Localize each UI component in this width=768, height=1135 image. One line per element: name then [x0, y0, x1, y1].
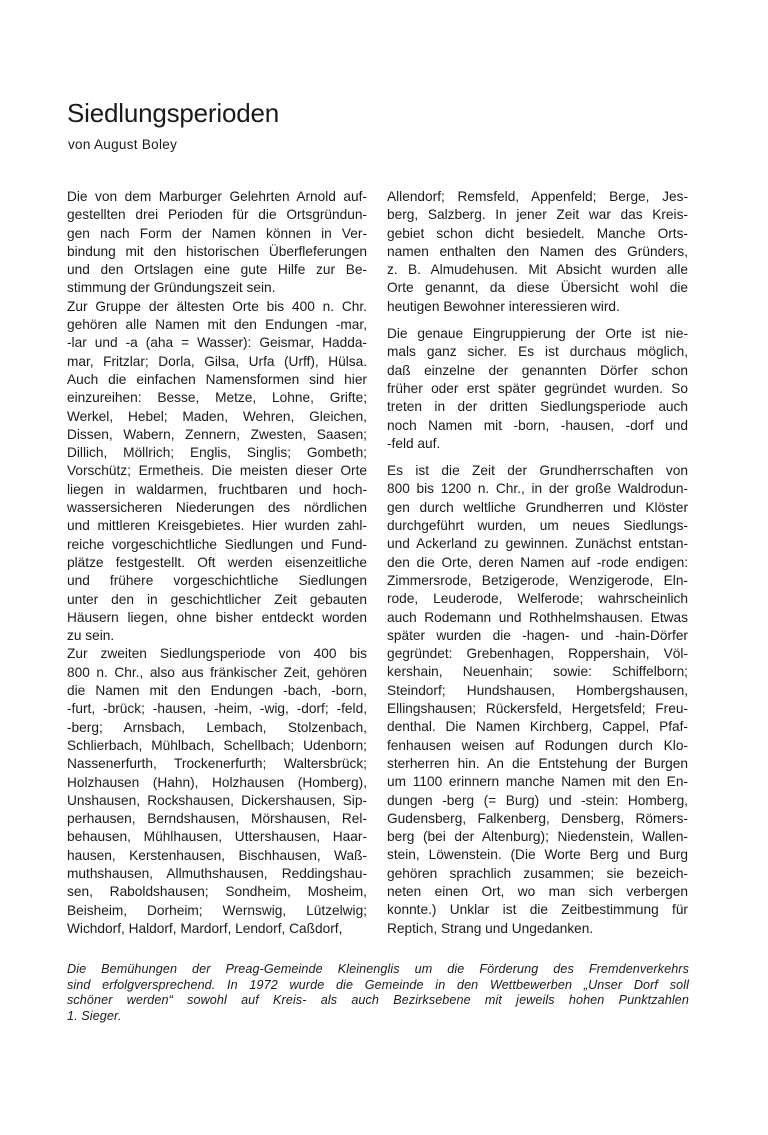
text-line: dungen -berg (= Burg) und -stein: Homberg,	[387, 792, 688, 808]
text-line: Dillich, Möllrich; Englis, Singlis; Gombeth;	[67, 445, 367, 461]
text-line: Es ist die Zeit der Grundherrschaften von	[387, 463, 688, 479]
article-author: von August Boley	[68, 137, 178, 152]
text-line: früher oder erst später gegründet wurden. So	[387, 380, 688, 396]
text-line: -berg; Arnsbach, Lembach, Stolzenbach,	[67, 719, 367, 735]
text-line: und den Ortslagen eine gute Hilfe zur Be-	[67, 262, 367, 278]
text-line: und frühere vorgeschichtliche Siedlungen	[67, 573, 367, 589]
text-line: gebiet schon dicht besiedelt. Manche Orts-	[387, 225, 688, 241]
text-line: hausen, Kerstenhausen, Bischhausen, Waß-	[67, 847, 367, 863]
text-line: zu sein.	[67, 628, 115, 644]
text-line: Zimmersrode, Betzigerode, Wenzigerode, Eln-	[387, 572, 688, 588]
caption-line: schöner werden“ sowohl auf Kreis- als auch Bezirksebene mit jeweils hohen Punktzahlen	[67, 993, 689, 1008]
text-line: bindung mit den historischen Überfleferungen	[67, 243, 367, 259]
text-line: 800 n. Chr., also aus fränkischer Zeit, gehören	[67, 664, 367, 680]
text-line: um 1100 erinnern manche Namen mit den En-	[387, 774, 688, 790]
text-line: Zur Gruppe der ältesten Orte bis 400 n. Chr.	[67, 298, 367, 314]
text-line: die Namen mit den Endungen -bach, -born,	[67, 683, 367, 699]
text-line: konnte.) Unklar ist die Zeitbestimmung für	[387, 902, 688, 918]
text-line: heutigen Bewohner interessieren wird.	[387, 298, 620, 314]
text-line: -furt, -brück; -hausen, -heim, -wig, -dorf; -feld,	[67, 701, 367, 717]
text-line: Steindorf; Hundshausen, Hombergshausen,	[387, 682, 688, 698]
paragraph-gap	[387, 316, 688, 325]
text-line: Werkel, Hebel; Maden, Wehren, Gleichen,	[67, 408, 367, 424]
text-line: Gudensberg, Falkenberg, Densberg, Römers-	[387, 810, 688, 826]
text-line: berg, Salzberg. In jener Zeit war das Kreis-	[387, 207, 688, 223]
text-line: perhausen, Berndshausen, Mörshausen, Rel-	[67, 811, 367, 827]
text-line: namen enthalten den Namen des Gründers,	[387, 243, 688, 259]
text-line: gehören sprachlich zusammen; sie bezeich-	[387, 865, 688, 881]
text-line: sterherren hin. An die Entstehung der Burgen	[387, 755, 688, 771]
text-line: mals ganz sicher. Es ist durchaus möglich,	[387, 344, 688, 360]
article-title: Siedlungsperioden	[67, 98, 279, 128]
text-line: Auch die einfachen Namensformen sind hier	[67, 371, 367, 387]
text-line: reiche vorgeschichtliche Siedlungen und Fund-	[67, 536, 367, 552]
text-line: -lar und -a (aha = Wasser): Geismar, Hadda-	[67, 335, 367, 351]
text-line: stimmung der Gründungszeit sein.	[67, 280, 276, 296]
text-line: behausen, Mühlhausen, Uttershausen, Haar-	[67, 829, 367, 845]
text-line: Die genaue Eingruppierung der Orte ist nie-	[387, 326, 688, 342]
text-line: Zur zweiten Siedlungsperiode von 400 bis	[67, 646, 367, 662]
text-line: auch Rodemann und Rothhelmshausen. Etwas	[387, 609, 688, 625]
text-line: Reptich, Strang und Ungedanken.	[387, 920, 594, 936]
text-line: Holzhausen (Hahn), Holzhausen (Homberg),	[67, 774, 367, 790]
text-line: Die von dem Marburger Gelehrten Arnold auf-	[67, 189, 367, 204]
text-line: Schlierbach, Mühlbach, Schellbach; Udenborn;	[67, 737, 367, 753]
text-line: Häusern liegen, ohne bisher entdeckt worden	[67, 609, 367, 625]
text-line: rode, Leuderode, Welferode; wahrscheinlich	[387, 591, 688, 607]
text-line: Orte genannt, da diese Übersicht wohl die	[387, 280, 688, 296]
text-line: gestellten drei Perioden für die Ortsgründun-	[67, 207, 367, 223]
photo-caption	[67, 962, 689, 1024]
text-line: 800 bis 1200 n. Chr., in der große Waldrodun-	[387, 481, 688, 497]
text-line: sen, Raboldshausen; Sondheim, Mosheim,	[67, 884, 367, 900]
text-line: z. B. Almudehusen. Mit Absicht wurden alle	[387, 262, 688, 278]
text-line: noch Namen mit -born, -hausen, -dorf und	[387, 417, 688, 433]
text-line: Allendorf; Remsfeld, Appenfeld; Berge, Jes-	[387, 189, 688, 204]
text-line: Beisheim, Dorheim; Wernswig, Lützelwig;	[67, 902, 367, 918]
paragraph-gap	[387, 453, 688, 462]
text-line: unter den in geschichtlicher Zeit gebauten	[67, 591, 367, 607]
caption-line: 1. Sieger.	[67, 1008, 122, 1023]
text-line: Dissen, Wabern, Zennern, Zwesten, Saasen;	[67, 426, 367, 442]
right-text-column	[387, 188, 688, 938]
text-line: gen nach Form der Namen können in Ver-	[67, 225, 367, 241]
text-line: Vorschütz; Ermetheis. Die meisten dieser Orte	[67, 463, 367, 479]
text-line: Ellingshausen; Rückersfeld, Hergetsfeld; Freu-	[387, 701, 688, 717]
text-line: Wichdorf, Haldorf, Mardorf, Lendorf, Caßdorf,	[67, 920, 343, 936]
text-line: neten einen Ort, wo man sich verbergen	[387, 883, 688, 899]
text-line: treten in der dritten Siedlungsperiode auch	[387, 399, 688, 415]
caption-line: sind erfolgversprechend. In 1972 wurde die Gemeinde in den Wettbewerben „Unser Dorf soll	[67, 977, 689, 992]
text-line: Nassenerfurth, Trockenerfurth; Waltersbrück;	[67, 756, 367, 772]
text-line: daß einzelne der genannten Dörfer schon	[387, 362, 688, 378]
text-line: später wurden die -hagen- und -hain-Dörfer	[387, 627, 688, 643]
text-line: gehören alle Namen mit den Endungen -mar,	[67, 317, 367, 333]
text-line: denthal. Die Namen Kirchberg, Cappel, Pfaf-	[387, 719, 688, 735]
text-line: wassersicheren Niederungen des nördlichen	[67, 500, 367, 516]
text-line: gegründet: Grebenhagen, Roppershain, Völ-	[387, 646, 688, 662]
text-line: den die Orte, deren Namen auf -rode endigen:	[387, 554, 688, 570]
text-line: berg (bei der Altenburg); Niedenstein, Wallen-	[387, 829, 688, 845]
caption-line: Die Bemühungen der Preag-Gemeinde Kleinenglis um die Förderung des Fremdenverkehrs	[67, 962, 689, 976]
text-line: fenhausen weisen auf Rodungen durch Klo-	[387, 737, 688, 753]
left-text-column	[67, 188, 367, 938]
text-line: und Ackerland zu gewinnen. Zunächst entstan-	[387, 536, 688, 552]
text-line: und mittleren Kreisgebietes. Hier wurden zahl-	[67, 518, 367, 534]
text-line: Unshausen, Rockshausen, Dickershausen, Sip-	[67, 792, 367, 808]
text-line: liegen in waldarmen, fruchtbaren und hoch-	[67, 481, 367, 497]
text-line: stein, Löwenstein. (Die Worte Berg und Burg	[387, 847, 688, 863]
text-line: mar, Fritzlar; Dorla, Gilsa, Urfa (Urff), Hülsa.	[67, 353, 367, 369]
text-line: kershain, Neuenhain; sowie: Schiffelborn;	[387, 664, 688, 680]
text-line: durchgeführt wurden, um neues Siedlungs-	[387, 518, 688, 534]
text-line: -feld auf.	[387, 435, 441, 451]
text-line: muthshausen, Allmuthshausen, Reddingshau-	[67, 865, 367, 881]
text-line: gen durch weltliche Grundherren und Klöster	[387, 499, 688, 515]
text-line: einzureihen: Besse, Metze, Lohne, Grifte;	[67, 390, 367, 406]
caption-text	[67, 962, 689, 1024]
text-line: plätze festgestellt. Oft werden eisenzeitliche	[67, 554, 367, 570]
